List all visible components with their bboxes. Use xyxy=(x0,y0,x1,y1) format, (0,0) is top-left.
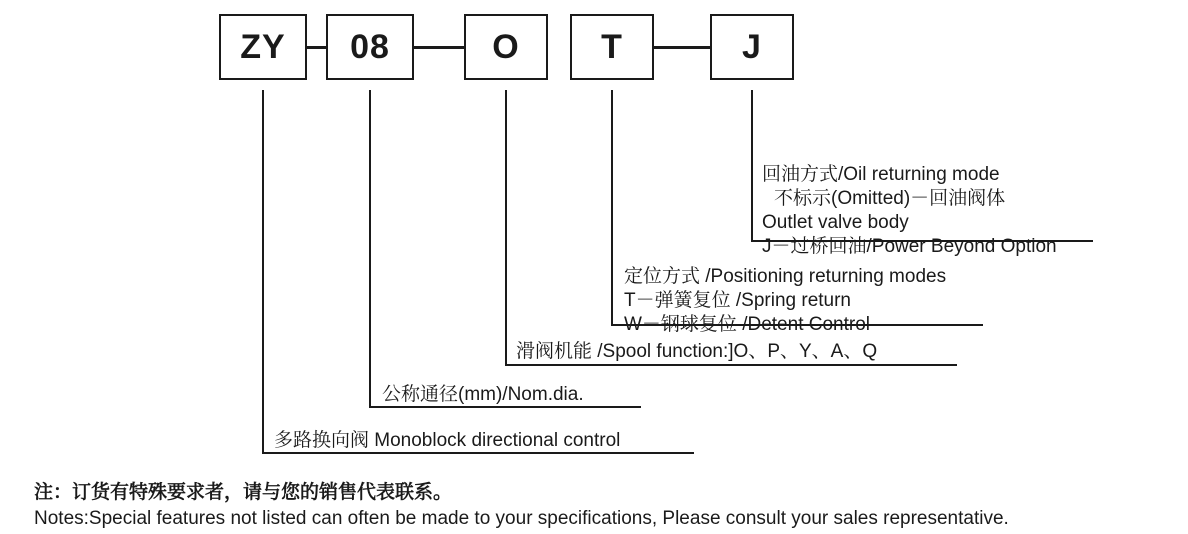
footer-notes xyxy=(34,480,1009,532)
leader-underline-spool-function xyxy=(505,364,957,366)
code-box-oil-returning-mode-label: J xyxy=(742,27,762,66)
code-box-positioning-mode xyxy=(570,14,654,80)
callout-positioning-mode xyxy=(624,265,946,337)
separator-dash-3 xyxy=(654,46,710,49)
callout-nominal-diameter xyxy=(382,383,584,407)
callout-oil-returning-mode-line-1: 回油方式/Oil returning mode xyxy=(762,164,1000,185)
leader-line-positioning-mode xyxy=(611,90,613,324)
code-box-nominal-diameter-label: 08 xyxy=(350,27,390,66)
callout-monoblock-directional-control xyxy=(274,429,620,453)
callout-oil-returning-mode xyxy=(762,163,1057,259)
code-box-series-label: ZY xyxy=(240,27,286,66)
separator-dash-1 xyxy=(307,46,326,49)
leader-line-monoblock xyxy=(262,90,264,452)
callout-nominal-diameter-line-1: 公称通径(mm)/Nom.dia. xyxy=(382,384,584,405)
leader-line-nominal-diameter xyxy=(369,90,371,406)
callout-oil-returning-mode-line-2: 不标示(Omitted)－回油阀体 xyxy=(774,188,1006,209)
code-box-positioning-mode-label: T xyxy=(601,27,623,66)
code-box-series xyxy=(219,14,307,80)
footer-note-chinese: 注：订货有特殊要求者，请与您的销售代表联系。 xyxy=(34,482,453,503)
code-box-spool-function-label: O xyxy=(492,27,520,66)
callout-spool-function-line-1: 滑阀机能 /Spool function:]O、P、Y、A、Q xyxy=(516,341,878,362)
callout-oil-returning-mode-line-3: Outlet valve body xyxy=(762,212,909,233)
separator-dash-2 xyxy=(414,46,464,49)
callout-positioning-mode-line-3: W－钢球复位 /Detent Control xyxy=(624,314,870,335)
footer-note-english: Notes:Special features not listed can often be made to your specifications, Please consult your sales representative. xyxy=(34,508,1009,529)
code-box-spool-function xyxy=(464,14,548,80)
callout-positioning-mode-line-2: T－弹簧复位 /Spring return xyxy=(624,290,851,311)
callout-spool-function xyxy=(516,340,877,364)
callout-monoblock-line-1: 多路换向阀 Monoblock directional control xyxy=(274,430,621,451)
callout-positioning-mode-line-1: 定位方式 /Positioning returning modes xyxy=(624,266,947,287)
leader-line-spool-function xyxy=(505,90,507,364)
code-box-nominal-diameter xyxy=(326,14,414,80)
code-box-oil-returning-mode xyxy=(710,14,794,80)
callout-oil-returning-mode-line-4: J－过桥回油/Power Beyond Option xyxy=(762,236,1057,257)
leader-line-oil-returning-mode xyxy=(751,90,753,240)
